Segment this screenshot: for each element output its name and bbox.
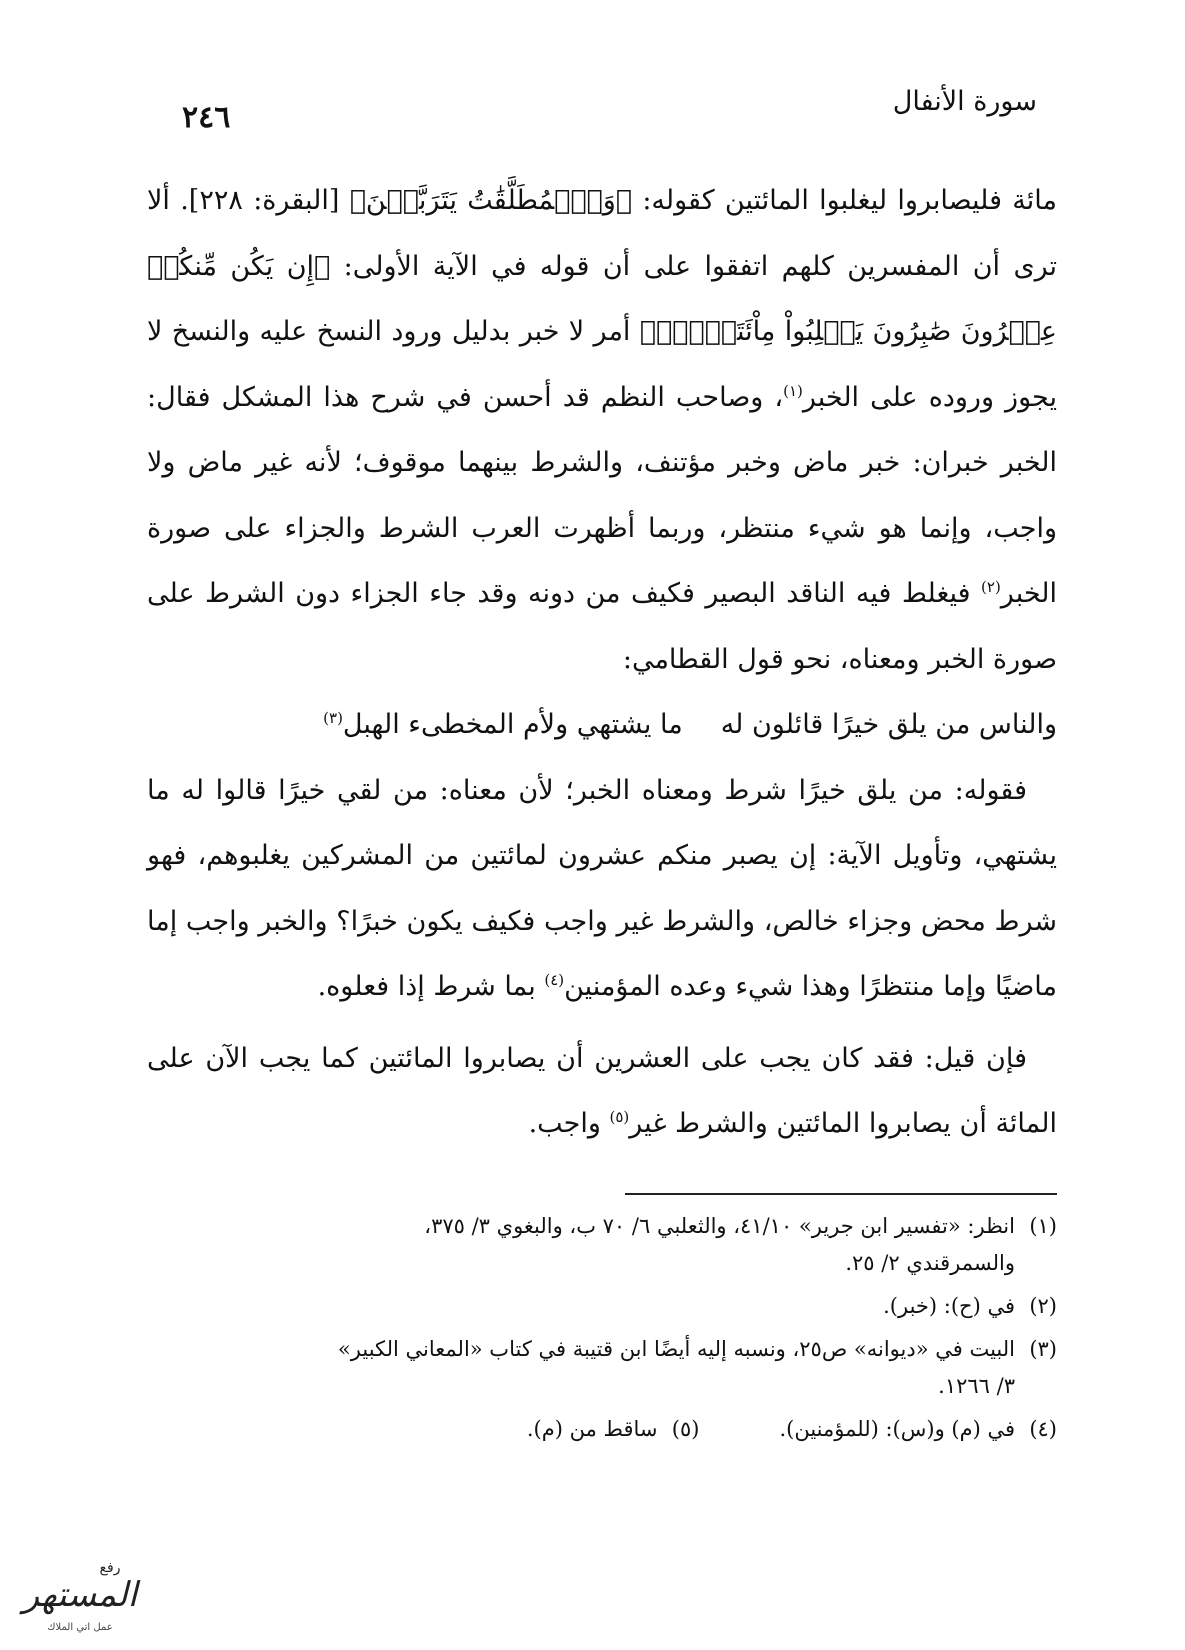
text-line: ﴿إِن يَكُن مِّنكُمۡ عِشۡرُونَ صَٰبِرُونَ يَغۡلِبُواْ مِاْئَتَيۡنِۚ﴾ أمر لا خبر بدليل ورود النسخ — [147, 250, 1057, 347]
footnote-ref-4: (٤) — [544, 971, 565, 989]
footnote-text: انظر: «تفسير ابن جرير» ٤١/١٠، والثعلبي ٦/ ٧٠ ب، والبغوي ٣/ ٣٧٥، — [424, 1214, 1015, 1238]
logo-main-text: المستهر — [22, 1575, 138, 1615]
footnote-3 — [147, 1331, 1057, 1405]
paragraph-1 — [147, 168, 1057, 692]
surah-title: سورة الأنفال — [892, 86, 1037, 117]
paragraph-3 — [147, 1026, 1057, 1157]
text-line: شرح هذا المشكل فقال: الخبر خبران: خبر ماض وخبر مؤتنف، والشرط — [147, 381, 1058, 478]
text-line: فإن قيل: فقد كان يجب على العشرين أن يصابروا المائتين كما يجب — [258, 1042, 1028, 1074]
footnote-ref-1: (١) — [783, 381, 803, 400]
text-line: فيغلط فيه الناقد البصير — [705, 578, 982, 609]
footnote-ref-3: (٣) — [323, 709, 343, 727]
footnote-text: في (م) و(س): (للمؤمنين). — [779, 1417, 1015, 1441]
paragraph-2 — [147, 758, 1057, 1020]
footnote-text: البيت في «ديوانه» ص٢٥، ونسبه إليه أيضًا ابن قتيبة في كتاب «المعاني الكبير» — [337, 1337, 1015, 1361]
footnote-number: (٣) — [1029, 1337, 1057, 1361]
footnote-2 — [147, 1288, 1057, 1325]
text-line: ، وصاحب النظم قد أحسن في — [436, 381, 784, 413]
text-line: فقوله: من يلق خيرًا شرط ومعناه الخبر؛ لأن معناه: من لقي خيرًا — [278, 774, 1027, 806]
footnote-number: (٥) — [671, 1417, 700, 1441]
footnote-text: ساقط من (م). — [526, 1417, 658, 1441]
text-line: المشركين يغلبوهم، فهو شرط محض وجزاء خالص، والشرط غير واجب — [147, 840, 1057, 937]
text-line: الآن على المائة أن يصابروا المائتين والشرط غير — [147, 1042, 1057, 1139]
logo-sub-text: عمل اتي الملاك — [47, 1622, 113, 1633]
verse-second-hemistich: ما يشتهي ولأم المخطىء الهبل — [342, 709, 683, 740]
text-line: أظهرت العرب الشرط والجزاء على صورة الخبر — [147, 512, 1057, 609]
footnote-ref-2: (٢) — [981, 578, 1001, 596]
footnotes — [147, 1208, 1057, 1448]
footnote-text: والسمرقندي ٢/ ٢٥. — [845, 1251, 1015, 1275]
footnote-number: (١) — [1029, 1214, 1057, 1238]
text-line: واجب. — [528, 1108, 610, 1139]
footnote-divider — [625, 1193, 1057, 1195]
text-line: قول القطامي: — [622, 643, 784, 675]
footnote-number: (٤) — [1029, 1417, 1057, 1441]
footnote-5 — [527, 1411, 700, 1448]
page-number: ٢٤٦ — [182, 100, 231, 135]
text-line: مائة فليصابروا ليغلبوا المائتين كقوله: ﴿وَٱلۡمُطَلَّقَٰتُ يَتَرَبَّصۡنَ﴾ [البقرة: — [253, 185, 1057, 216]
text-line: ٢٢٨]. ألا ترى أن المفسرين كلهم اتفقوا على أن قوله في الآية الأولى: — [147, 185, 1057, 282]
text-line: قالوا له ما يشتهي، وتأويل الآية: إن يصبر منكم عشرون لمائتين من — [147, 774, 1057, 871]
publisher-logo — [12, 1548, 147, 1643]
footnote-1 — [147, 1208, 1057, 1282]
footnote-ref-5: (٥) — [609, 1108, 630, 1126]
footnote-text: في (ح): (خبر). — [883, 1294, 1015, 1318]
text-line: المؤمنين — [564, 971, 661, 1002]
footnote-number: (٢) — [1029, 1294, 1057, 1318]
page-header — [120, 78, 1065, 138]
main-text — [147, 168, 1057, 1157]
verse-first-hemistich: والناس من يلق خيرًا قائلون له — [720, 709, 1057, 740]
text-line: بما شرط إذا فعلوه. — [317, 971, 545, 1002]
text-line: بينهما موقوف؛ لأنه غير ماض ولا واجب، وإنما هو شيء منتظر، وربما — [147, 447, 1057, 544]
text-line: فكيف يكون خبرًا؟ والخبر واجب إما ماضيًا وإما منتظرًا وهذا شيء وعده — [147, 905, 1057, 1002]
poetry-verse — [147, 692, 1057, 758]
footnote-text: ٣/ ١٢٦٦. — [938, 1374, 1015, 1398]
footnote-4 — [779, 1411, 1057, 1448]
footnote-row — [147, 1411, 1057, 1448]
logo-small-text: رفع — [99, 1560, 121, 1576]
text-line: عليه والنسخ لا يجوز وروده على الخبر — [147, 316, 1057, 413]
text-line: فكيف من دونه وقد جاء الجزاء دون الشرط على صورة الخبر ومعناه، نحو — [147, 578, 1057, 675]
